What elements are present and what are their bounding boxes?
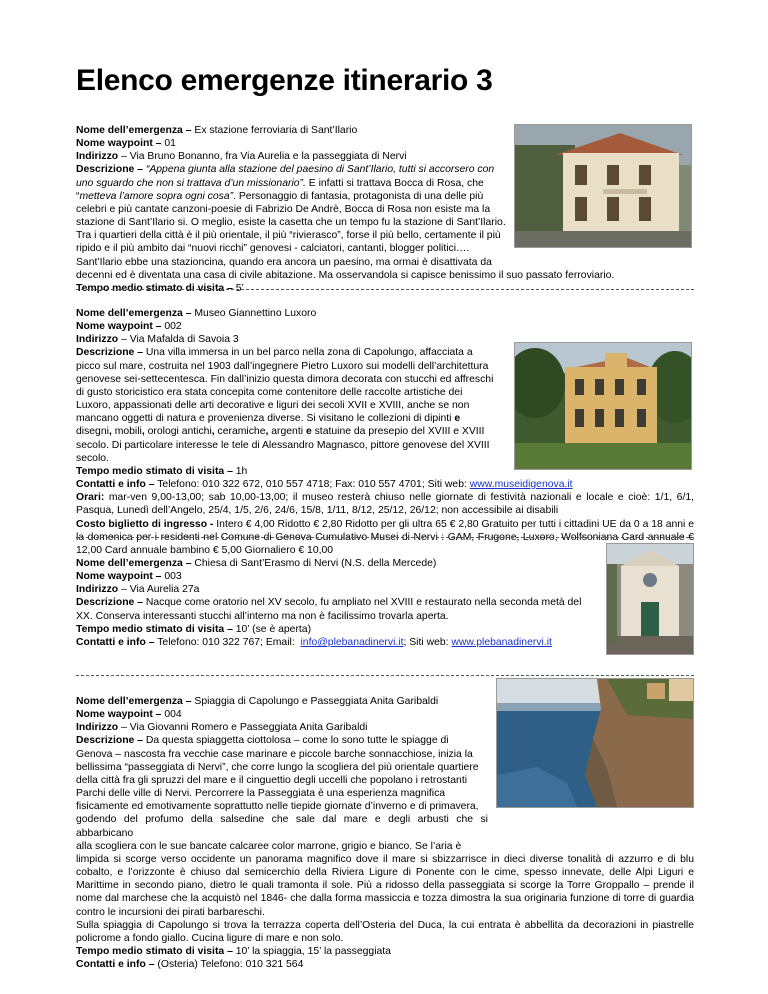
contacts-value: Telefono: 010 322 767; Email:	[157, 636, 295, 648]
entry-name: Chiesa di Sant’Erasmo di Nervi (N.S. della Mercede)	[194, 558, 437, 569]
description-text: picco sul mare, costruita nel 1903 dall’ingegnere Pietro Luxoro sui modelli dell’architettura	[76, 360, 489, 372]
label-time: Tempo medio stimato di visita –	[76, 945, 233, 957]
label-name: Nome dell’emergenza –	[76, 125, 192, 136]
entry-name: Museo Giannettino Luxoro	[194, 308, 317, 319]
comma: ,	[108, 426, 112, 438]
label-ticket: Costo biglietto di ingresso -	[76, 518, 214, 530]
contacts-value: Telefono: 010 322 672, 010 557 4718; Fax: 010 557 4701; Siti web:	[157, 479, 467, 491]
description-text: mancano oggetti di natura e provenienza diverse. Si visitano le collezioni di dipinti	[76, 413, 452, 425]
label-contacts: Contatti e info –	[76, 479, 155, 491]
label-description: Descrizione –	[76, 347, 143, 359]
label-waypoint: Nome waypoint –	[76, 709, 162, 721]
description-text: argenti	[271, 426, 304, 438]
description-text: secolo.	[76, 452, 109, 464]
label-time: Tempo medio stimato di visita –	[76, 623, 233, 635]
web-link[interactable]: www.plebanadinervi.it	[451, 636, 552, 648]
address-value: – Via Bruno Bonanno, fra Via Aurelia e la passeggiata di Nervi	[121, 151, 407, 163]
time-value: 10’ (se è aperta)	[235, 623, 312, 635]
waypoint-value: 003	[164, 571, 182, 583]
description-text: Luxoro, appassionati delle arti decorative e liguri dei secoli XVII e XVIII, anche se non	[76, 400, 470, 412]
description-text: Sant’Ilario ebbe una stazioncina, quando era ancora un paesino, ma ormai è disattivata da	[76, 256, 492, 268]
entry-name: Spiaggia di Capolungo e Passeggiata Anita Garibaldi	[194, 696, 439, 707]
separator	[76, 675, 694, 676]
web-label: ; Siti web:	[403, 636, 449, 648]
description-text: di gusto storicistico era stata concepita come contenitore delle raccolte artistiche dei	[76, 386, 463, 398]
comma: ,	[141, 426, 145, 438]
separator	[76, 289, 694, 290]
description-text: stazione di Sant’Ilario si. O meglio, esiste la casetta che un tempo fu la stazione di Sant’Ilario.	[76, 217, 506, 229]
label-description: Descrizione –	[76, 735, 143, 747]
comma: ,	[211, 426, 215, 438]
waypoint-value: 01	[164, 138, 176, 150]
time-value: 5’	[235, 282, 244, 294]
separator	[76, 537, 694, 538]
description-text: XX. Conserva interessanti stucchi all’interno ma non è facilissimo trovarla aperta.	[76, 610, 449, 622]
description-text: secolo. Di particolare interesse le tele di Alessandro Magnasco, pittore genovese del XVIII	[76, 439, 490, 451]
entry-3	[76, 557, 694, 649]
label-time: Tempo medio stimato di visita –	[76, 282, 233, 294]
label-waypoint: Nome waypoint –	[76, 138, 162, 150]
description-text: limpida si scorge verso occidente un panorama magnifico dove il mare si sbizzarrisce in dieci diverse tonalità di azzurro e di blu cobalto, e l’orizzonte è chiuso dal semicerchio della Riviera Ligure di Ponente con le cime, spesso innevate, delle Alpi Liguri e Marittime in secondo piano, dietro le quali tramonta il sole. Più a ridosso della passeggiata si scorge la Torre Groppallo – prende il nome dal marchese che la acquistò nel 1846- che dalla forma massiccia e tozza dimostra la sua originaria funzione di torre di guardia contro le incursioni dei pirati barbareschi.	[76, 853, 694, 918]
description-text: . Personaggio di fantasia, protagonista di una delle più	[233, 190, 484, 202]
label-address: Indirizzo	[76, 584, 119, 596]
description-text: Una villa immersa in un bel parco nella zona di Capolungo, affacciata a	[145, 347, 473, 359]
description-text: della città fra gli spruzzi del mare e il cinguettio degli uccelli che popolano i retrostanti	[76, 774, 468, 786]
label-description: Descrizione –	[76, 164, 143, 176]
villa-photo	[514, 342, 692, 470]
description-text: Nacque come oratorio nel XV secolo, fu ampliato nel XVIII e restaurato nella seconda metà del	[145, 597, 582, 609]
comma: ,	[265, 426, 269, 438]
description-text: Genova – nascosta fra vecchie case marinare e piccole barche sonnacchiose, inizia la	[76, 748, 473, 760]
station-house-photo	[514, 124, 692, 248]
conj: e	[454, 413, 461, 425]
label-name: Nome dell’emergenza –	[76, 558, 192, 569]
email-link[interactable]: info@plebanadinervi.it	[300, 636, 404, 648]
description-text: Da questa spiaggetta ciottolosa – come lo sono tutte le spiagge di	[145, 735, 449, 747]
description-block	[76, 734, 488, 852]
address-value: – Via Mafalda di Savoia 3	[121, 334, 239, 346]
description-text: decenni ed è diventata una casa di civile abitazione. Ma osservandola si capisce benissimo il suo passato ferroviario.	[76, 269, 615, 281]
entry-name: Ex stazione ferroviaria di Sant’Ilario	[194, 125, 358, 136]
coast-photo	[496, 678, 694, 808]
label-contacts: Contatti e info –	[76, 959, 155, 971]
address-value: – Via Aurelia 27a	[121, 584, 200, 596]
label-time: Tempo medio stimato di visita –	[76, 465, 233, 477]
ticket-value: Intero € 4,00 Ridotto € 2,80 Ridotto per gli ultra 65 € 2,80 Gratuito per tutti i cittadini UE da 0 a 18 anni e la domenica per i residenti nel Comune di Genova Cumulativo Musei di Nervi : GAM, Frugone, Luxoro, Wolfsoniana Card annuale € 12,00 Card annuale bambino € 5,00 Giornaliero € 10,00	[76, 518, 695, 556]
description-text: Sulla spiaggia di Capolungo si trova la terrazza coperta dell’Osteria del Duca, la cui entrata è abbellita da decorazioni in piastrelle policrome a fondo giallo. Cucina ligure di mare e non solo.	[76, 919, 694, 944]
description-text: statuine da presepio del XVIII e XVIII	[314, 426, 485, 438]
description-text: Tra i quartieri della città è il più orientale, il più “rivierasco”, forse il più bello, certamente il più	[76, 230, 501, 242]
description-text: celebri e più cantate canzoni-poesie di Fabrizio De Andrè, Bocca di Rosa non esiste ma la	[76, 203, 491, 215]
time-value: 1h	[235, 465, 248, 477]
description-text: Parchi delle ville di Nervi. Percorrere la Passeggiata è una esperienza magnifica	[76, 788, 446, 800]
hours-value: mar-ven 9,00-13,00; sab 10,00-13,00; il museo resterà chiuso nelle giornate di festività nazionali e locale e cioè: 1/1, 6/1, Pasqua, Lunedì dell’Angelo, 25/4, 1/5, 2/6, 24/6, 15/8, 1/11, 8/12, 25/12, 26/12; non accessibile ai disabili	[76, 492, 694, 517]
description-text: fisicamente ed emotivamente soprattutto nelle tiepide giornate d’inverno e di primavera,	[76, 801, 479, 813]
waypoint-value: 002	[164, 321, 182, 333]
label-name: Nome dell’emergenza –	[76, 308, 192, 319]
label-address: Indirizzo	[76, 722, 119, 734]
description-text: mobili	[114, 426, 142, 438]
description-block	[76, 346, 508, 464]
web-link[interactable]: www.museidigenova.it	[469, 479, 573, 491]
label-waypoint: Nome waypoint –	[76, 571, 162, 583]
label-address: Indirizzo	[76, 334, 119, 346]
description-text: ceramiche	[217, 426, 266, 438]
label-description: Descrizione –	[76, 597, 143, 609]
description-text: uno sguardo che non si trattava d’un missionario”.	[76, 177, 306, 189]
label-hours: Orari:	[76, 492, 105, 504]
description-text: disegni	[76, 426, 109, 438]
description-text: bellissima “passeggiata di Nervi”, che corre lungo la scogliera del più orientale quartiere	[76, 761, 479, 773]
address-value: – Via Giovanni Romero e Passeggiata Anita Garibaldi	[121, 722, 368, 734]
description-text: godendo del profumo della salsedine che sale dal mare e degli arbusti che si abbarbicano	[76, 814, 488, 839]
conj: e	[305, 426, 312, 438]
description-text: orologi antichi	[147, 426, 212, 438]
label-waypoint: Nome waypoint –	[76, 321, 162, 333]
description-text: genovese sei-settecentesca. Fin dall’inizio questa dimora decorata con stucchi ed affreschi	[76, 373, 494, 385]
description-text: ripido e il più ambito dai “nuovi ricchi” genovesi - calciatori, cantanti, blogger politici….	[76, 243, 470, 255]
description-text: metteva l’amore sopra ogni cosa”	[79, 190, 234, 202]
description-text: alla scogliera con le sue bancate calcaree color marrone, grigio e bianco. Se l’aria è	[76, 840, 462, 852]
quote-mark: “	[76, 190, 80, 202]
description-text: “Appena giunta alla stazione del paesino di Sant’Ilario, tutti si accorsero con	[145, 164, 495, 176]
page-title: Elenco emergenze itinerario 3	[76, 64, 493, 97]
label-contacts: Contatti e info –	[76, 636, 155, 648]
time-value: 10’ la spiaggia, 15’ la passeggiata	[235, 945, 391, 957]
label-address: Indirizzo	[76, 151, 119, 163]
description-text: E infatti si trattava Bocca di Rosa, che	[305, 177, 484, 189]
church-photo	[606, 543, 694, 655]
label-name: Nome dell’emergenza –	[76, 696, 192, 707]
contacts-value: (Osteria) Telefono: 010 321 564	[157, 959, 304, 971]
waypoint-value: 004	[164, 709, 182, 721]
